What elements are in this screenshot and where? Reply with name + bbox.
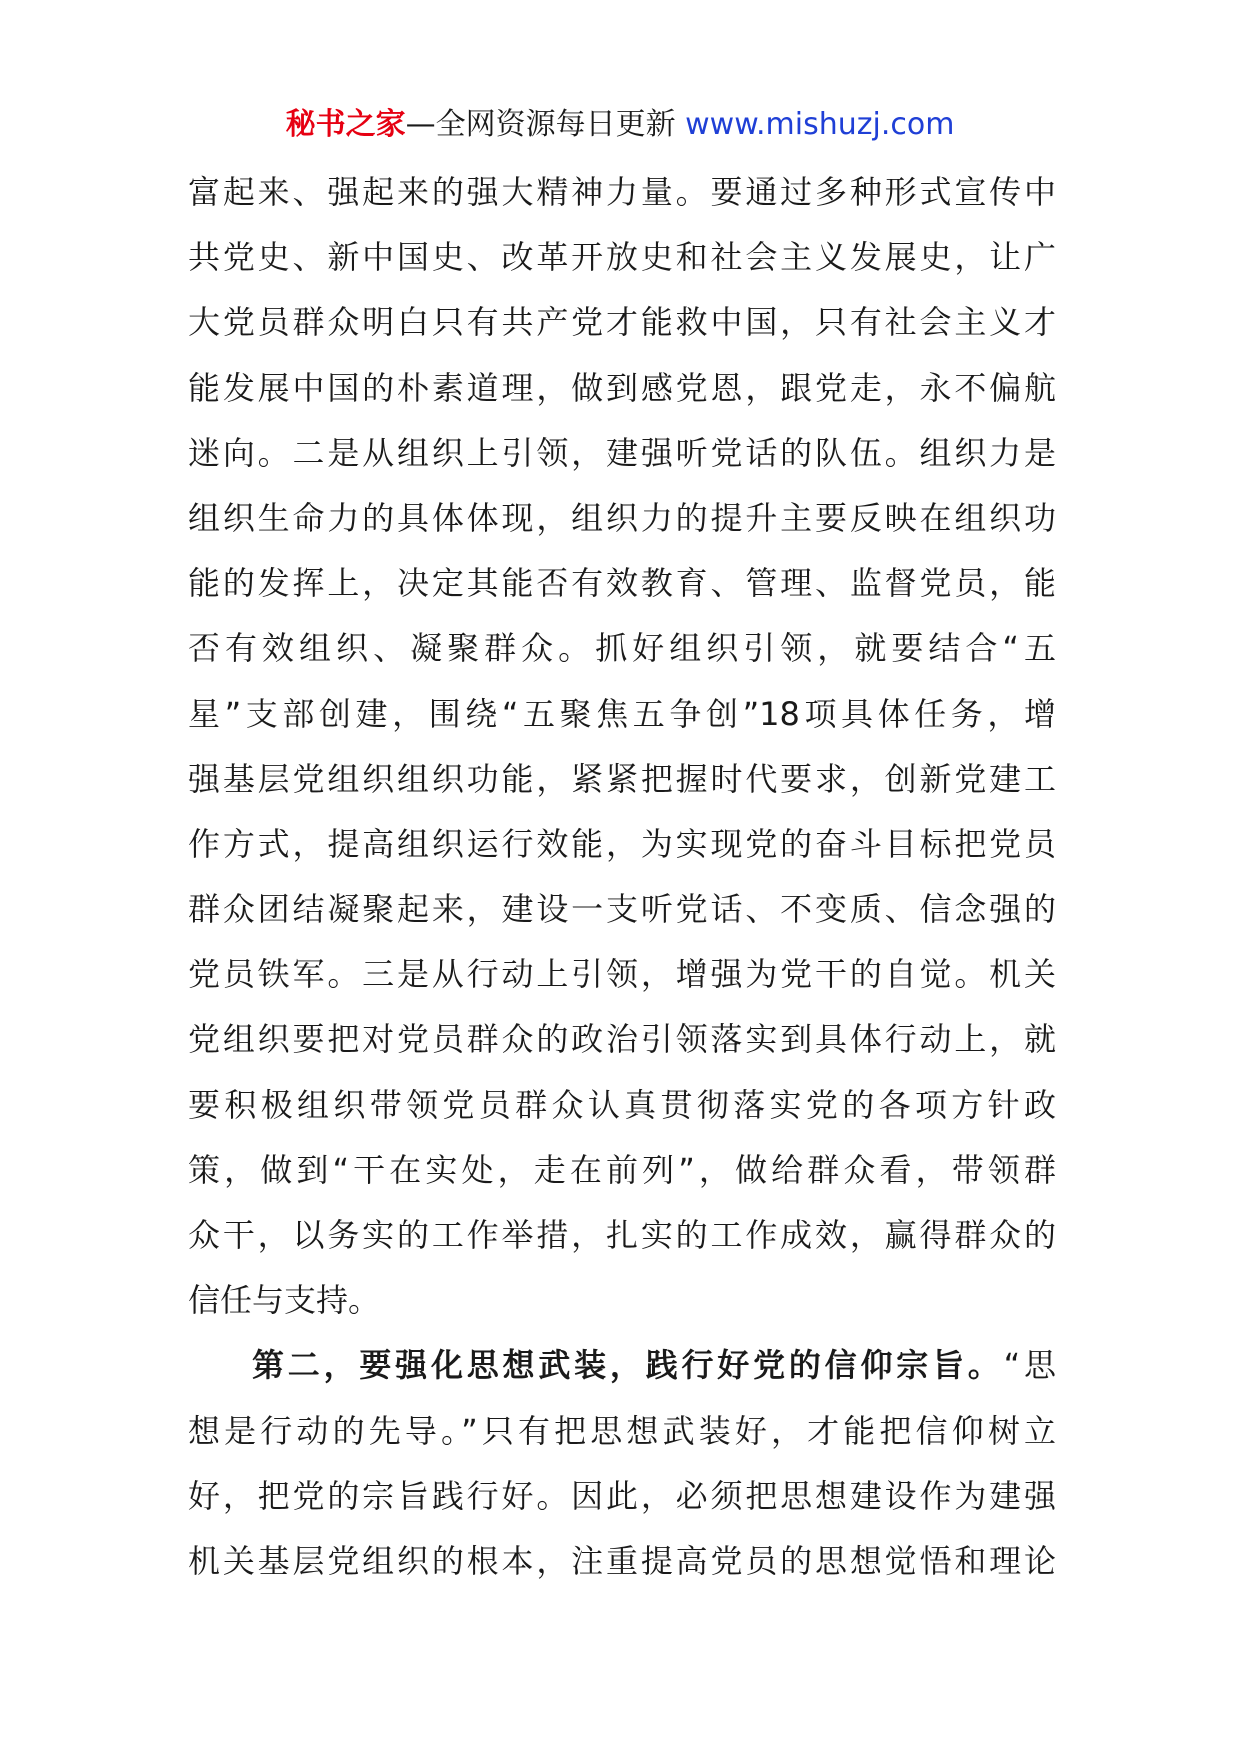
text-line: 要积极组织带领党员群众认真贯彻落实党的各项方针政 <box>188 1085 1056 1124</box>
text-line: 大党员群众明白只有共产党才能救中国，只有社会主义才 <box>188 303 1056 342</box>
header-url-link[interactable]: www.mishuzj.com <box>685 107 955 142</box>
text-line: 信任与支持。 <box>188 1281 381 1320</box>
text-line: 好，把党的宗旨践行好。因此，必须把思想建设作为建强 <box>188 1476 1056 1515</box>
text-line: 星”支部创建，围绕“五聚焦五争创”18项具体任务，增 <box>188 694 1056 733</box>
text-line: 组织生命力的具体体现，组织力的提升主要反映在组织功 <box>188 498 1056 537</box>
document-body <box>188 160 1056 1594</box>
header-brand: 秘书之家 <box>285 107 406 142</box>
text-line: 能发展中国的朴素道理，做到感党恩，跟党走，永不偏航 <box>188 368 1056 407</box>
text-line: 众干，以务实的工作举措，扎实的工作成效，赢得群众的 <box>188 1216 1056 1254</box>
text-run: “思 <box>1003 1346 1056 1385</box>
text-line: 策，做到“干在实处，走在前列”，做给群众看，带领群 <box>188 1150 1056 1189</box>
text-line: 党组织要把对党员群众的政治引领落实到具体行动上，就 <box>188 1020 1056 1059</box>
section-heading: 第二，要强化思想武装，践行好党的信仰宗旨。 <box>252 1346 1004 1385</box>
text-line: 机关基层党组织的根本，注重提高党员的思想觉悟和理论 <box>188 1541 1056 1580</box>
text-line: 否有效组织、凝聚群众。抓好组织引领，就要结合“五 <box>188 629 1056 668</box>
text-line: 想是行动的先导。”只有把思想武装好，才能把信仰树立 <box>188 1411 1056 1450</box>
header-tagline: —全网资源每日更新 <box>405 107 676 142</box>
paragraph-2-first-line <box>188 1333 1056 1398</box>
text-line: 强基层党组织组织功能，紧紧把握时代要求，创新党建工 <box>188 759 1056 798</box>
text-line: 作方式，提高组织运行效能，为实现党的奋斗目标把党员 <box>188 824 1056 863</box>
text-line: 共党史、新中国史、改革开放史和社会主义发展史，让广 <box>188 238 1056 277</box>
site-header <box>0 103 1240 147</box>
text-line: 能的发挥上，决定其能否有效教育、管理、监督党员，能 <box>188 564 1056 603</box>
text-line: 富起来、强起来的强大精神力量。要通过多种形式宣传中 <box>188 173 1056 211</box>
text-line: 党员铁军。三是从行动上引领，增强为党干的自觉。机关 <box>188 955 1056 994</box>
text-line: 群众团结凝聚起来，建设一支听党话、不变质、信念强的 <box>188 890 1056 929</box>
text-line: 迷向。二是从组织上引领，建强听党话的队伍。组织力是 <box>188 433 1056 472</box>
